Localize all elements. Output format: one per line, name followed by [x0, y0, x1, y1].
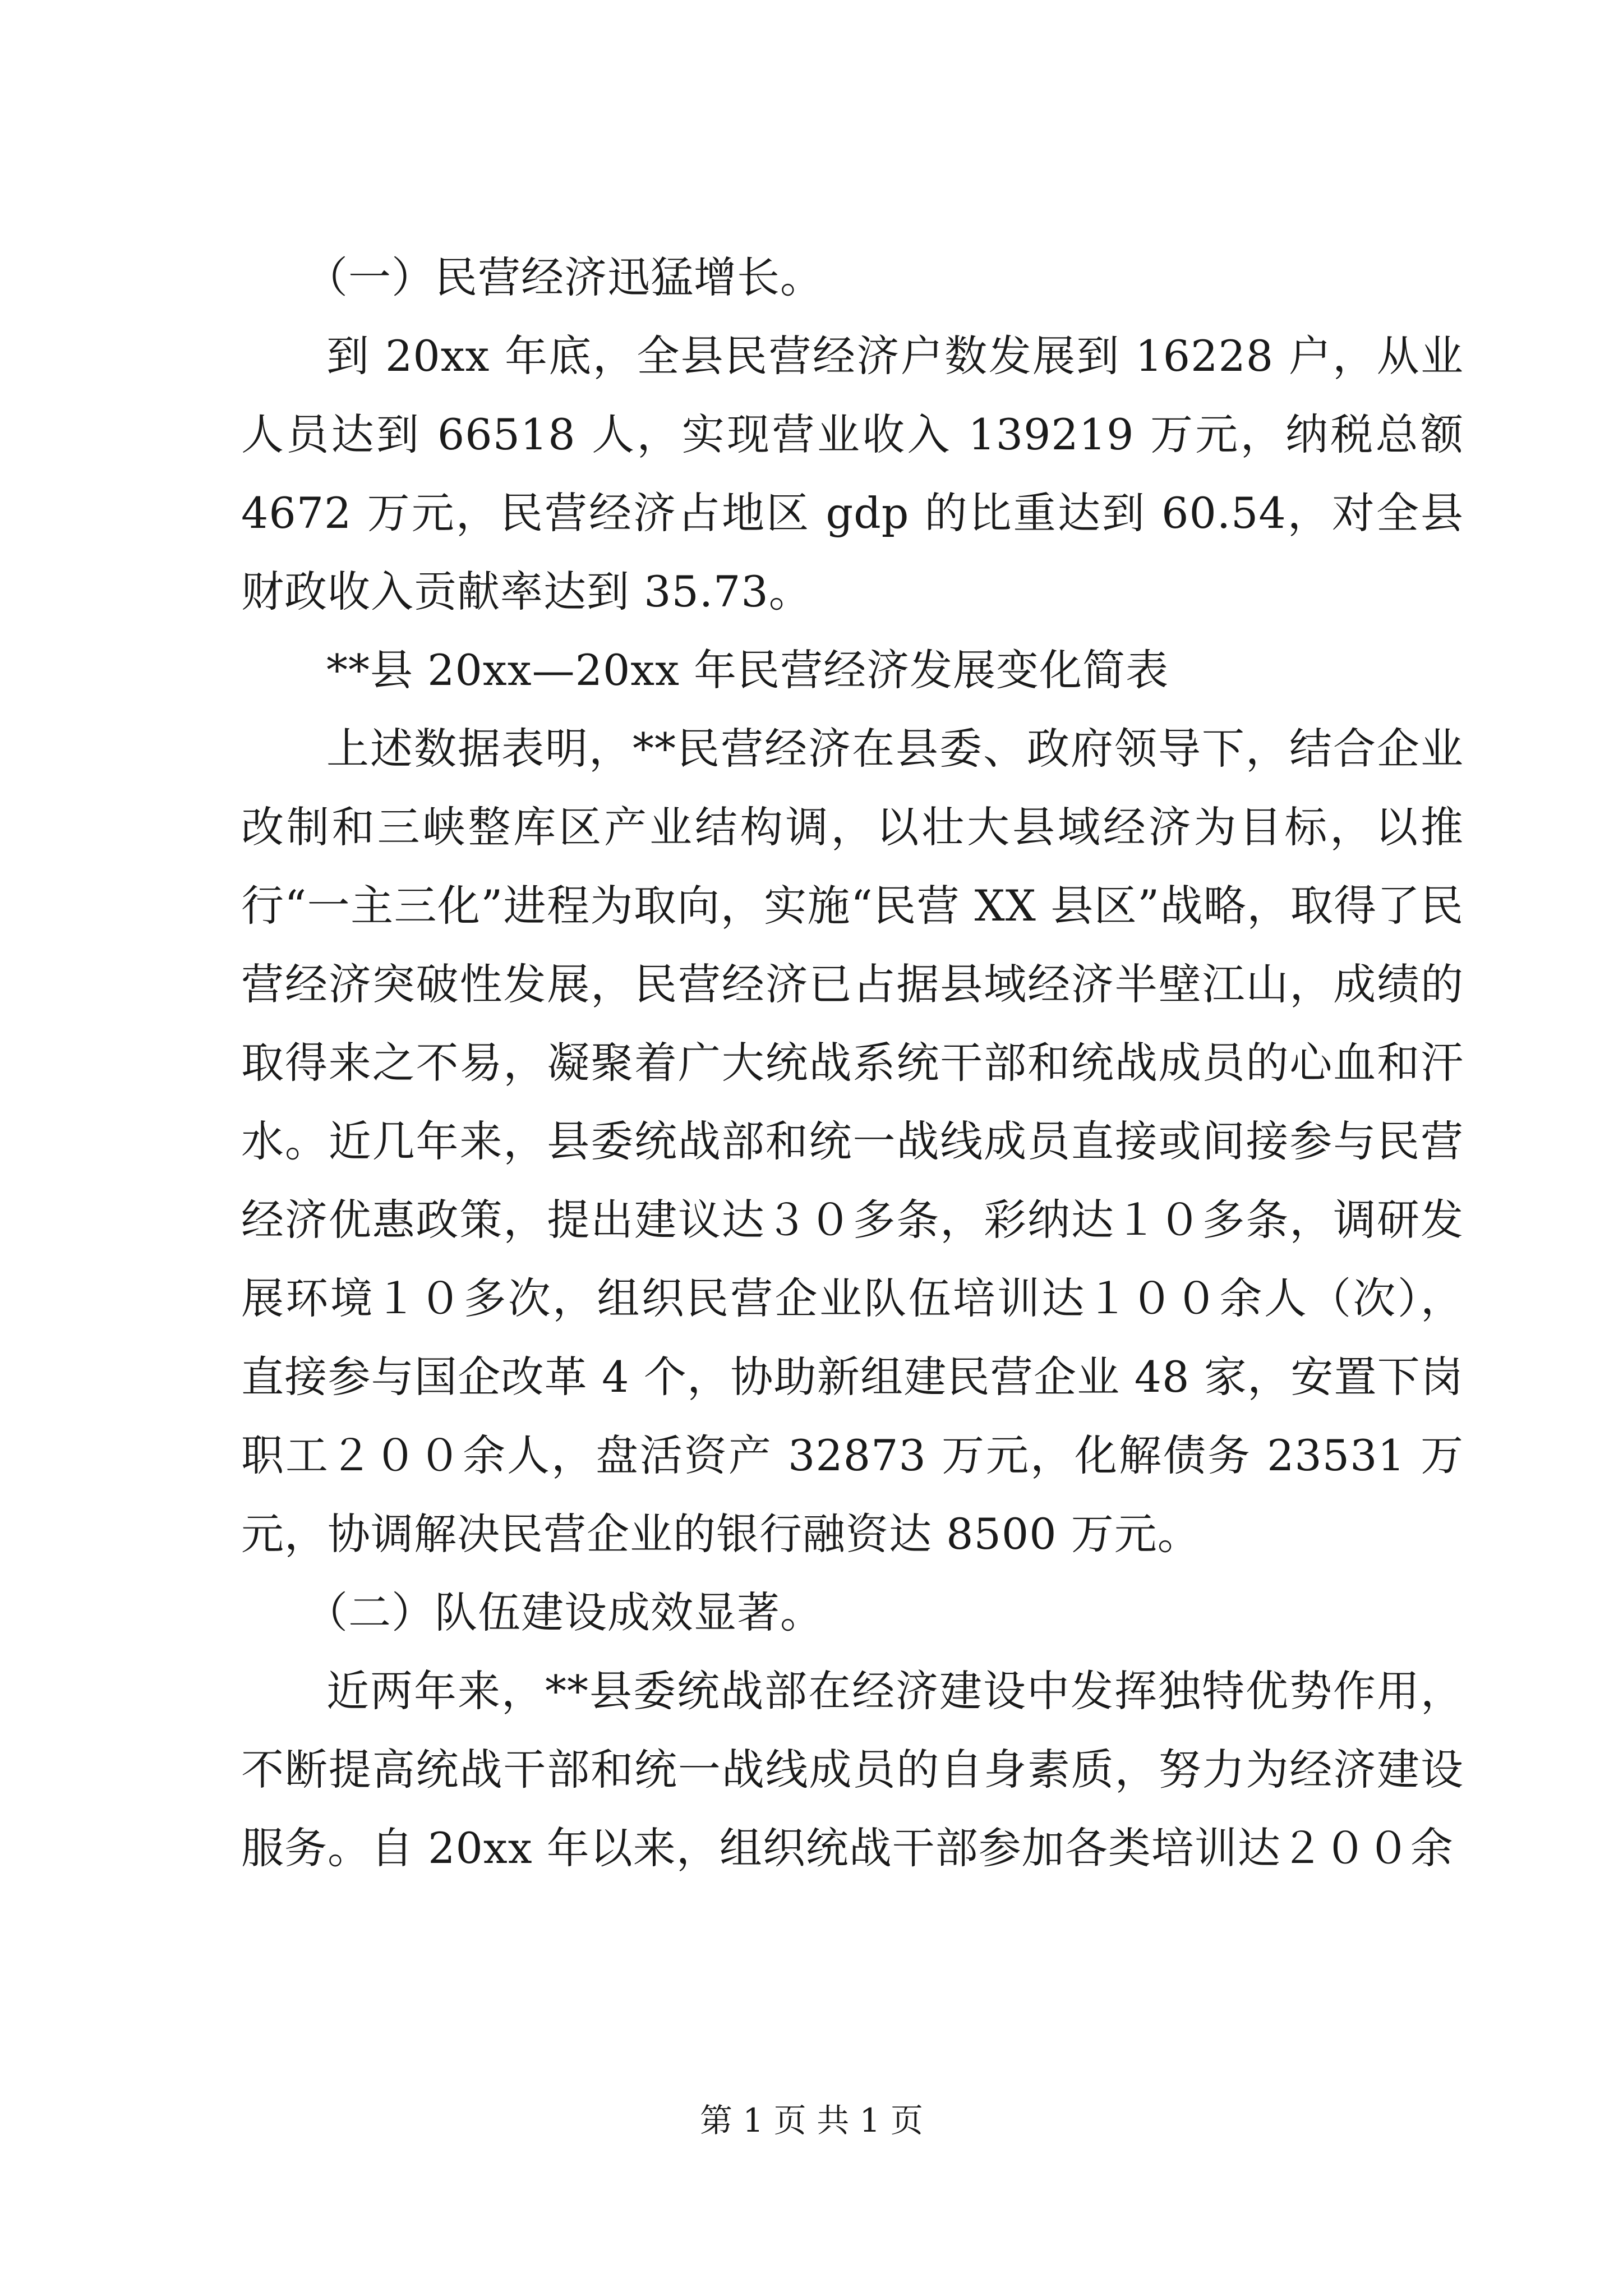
paragraph-3: 近两年来，**县委统战部在经济建设中发挥独特优势作用，不断提高统战干部和统一战线成员的自身素质，努力为经济建设服务。自 20xx 年以来，组织统战干部参加各类培训达２００余: [241, 1666, 1464, 1873]
section-heading-2: [241, 1573, 1464, 1652]
section-heading-1: [241, 238, 1464, 317]
section-heading-2-text: （二）队伍建设成效显著。: [305, 1588, 823, 1637]
document-body: [241, 238, 1464, 1888]
table-title: **县 20xx—20xx 年民营经济发展变化简表: [326, 645, 1169, 695]
section-heading-1-text: （一）民营经济迅猛增长。: [305, 252, 823, 302]
paragraph-1: 到 20xx 年底，全县民营经济户数发展到 16228 户，从业人员达到 66518 人，实现营业收入 139219 万元，纳税总额 4672 万元，民营经济占地区 gdp 的比重达到 60.54，对全县财政收入贡献率达到 35.73。: [241, 331, 1464, 616]
paragraph-2: 上述数据表明，**民营经济在县委、政府领导下，结合企业改制和三峡整库区产业结构调，以壮大县域经济为目标，以推行“一主三化”进程为取向，实施“民营 XX 县区”战略，取得了民营经济突破性发展，民营经济已占据县域经济半壁江山，成绩的取得来之不易，凝聚着广大统战系统干部和统战成员的心血和汗水。近几年来，县委统战部和统一战线成员直接或间接参与民营经济优惠政策，提出建议达３０多条，彩纳达１０多条，调研发展环境１０多次，组织民营企业队伍培训达１００余人（次），直接参与国企改革 4 个，协助新组建民营企业 48 家，安置下岗职工２００余人，盘活资产 32873 万元，化解债务 23531 万元，协调解决民营企业的银行融资达 8500 万元。: [241, 724, 1464, 1559]
page-footer: 第 1 页 共 1 页: [700, 2101, 923, 2139]
